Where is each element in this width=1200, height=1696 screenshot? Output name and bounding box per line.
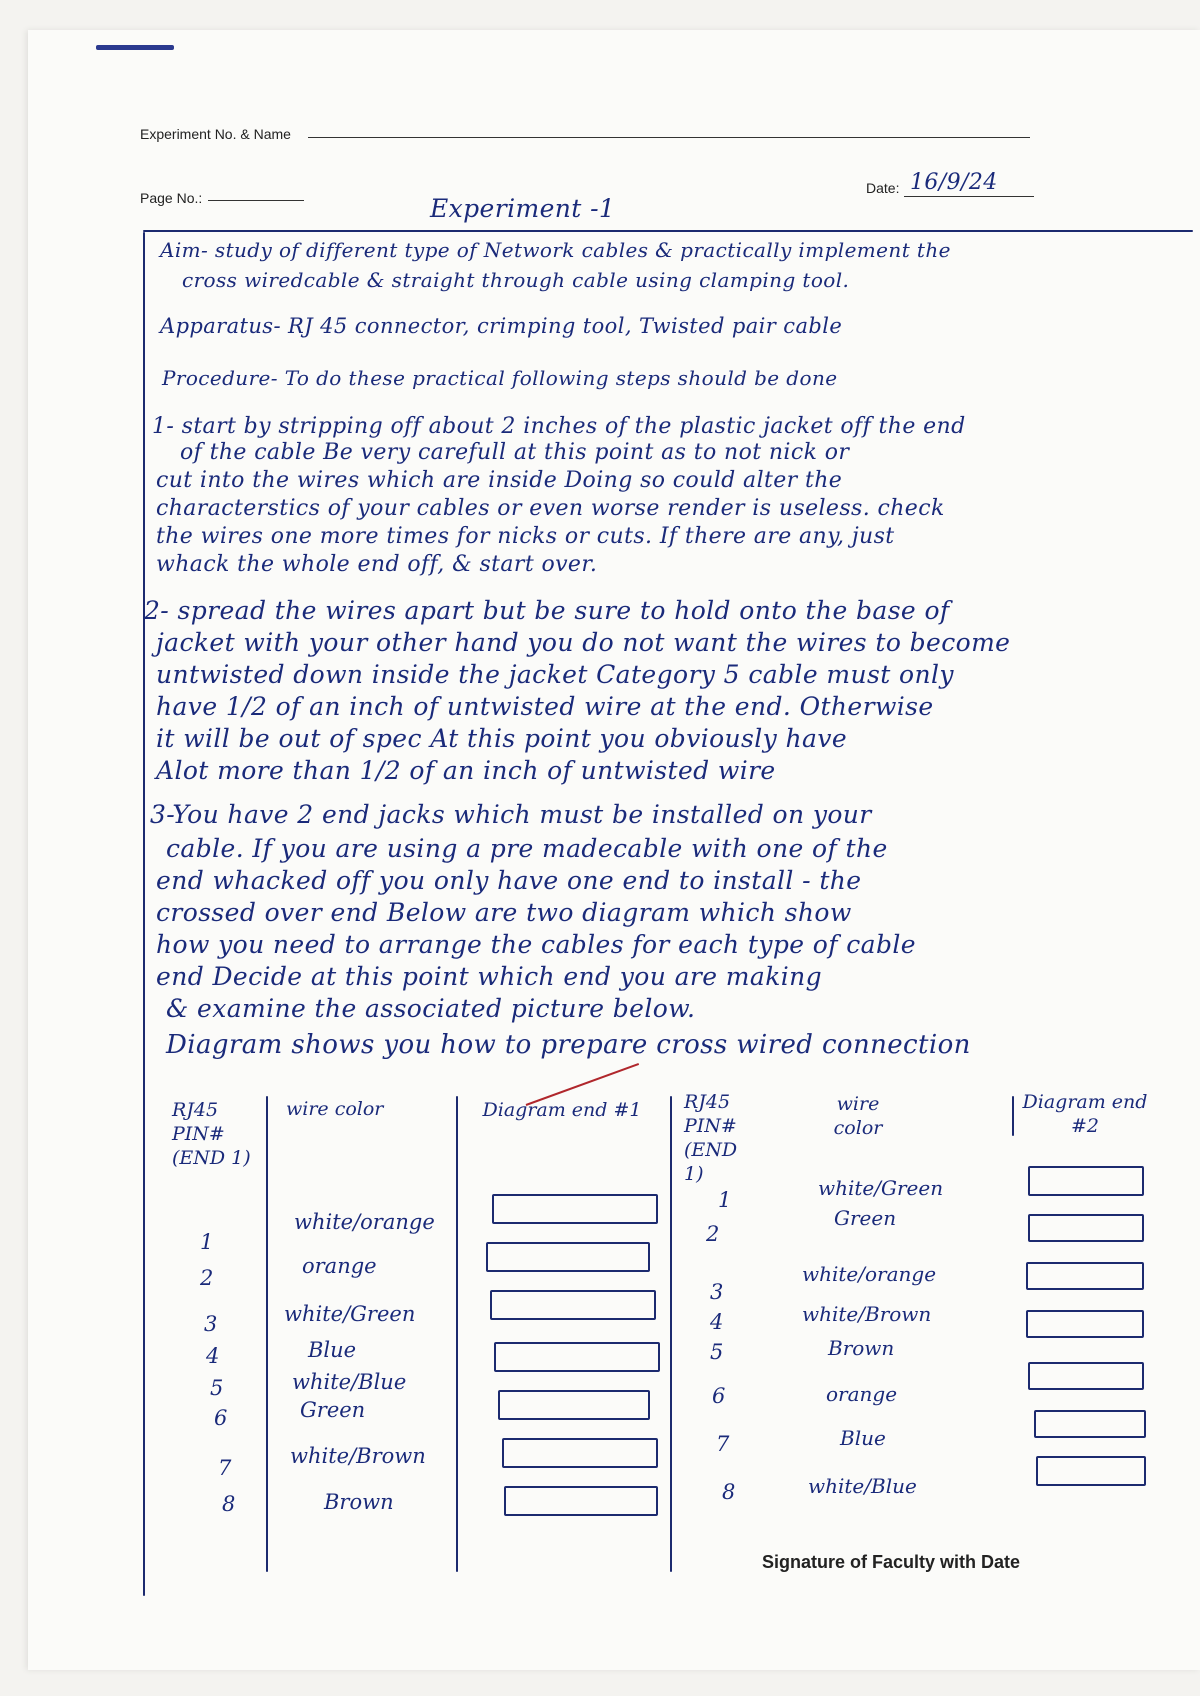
diagram-2-box-5 [1028,1362,1144,1390]
left-color-1: white/orange [294,1210,435,1234]
left-pin-4: 4 [206,1344,220,1368]
left-color-7: white/Brown [290,1444,426,1468]
right-color-5: Brown [828,1336,895,1360]
table-divider-4 [1012,1096,1014,1136]
diagram-2-box-3 [1026,1262,1144,1290]
header-pin-end-2: RJ45 PIN# (END 1) [684,1091,738,1185]
right-pin-4: 4 [710,1310,724,1334]
step-3-line-5: how you need to arrange the cables for each type of cable [156,930,916,959]
aim-line-1: Aim- study of different type of Network cables & practically implement the [160,238,951,262]
step-3-line-3: end whacked off you only have one end to install - the [156,866,862,895]
step-3-line-7: & examine the associated picture below. [166,994,696,1023]
right-color-1: white/Green [818,1176,944,1200]
right-pin-2: 2 [706,1222,720,1246]
table-divider-3 [670,1096,672,1572]
left-color-4: Blue [308,1338,357,1362]
step-3-line-2: cable. If you are using a pre madecable with one of the [166,834,888,863]
page-title: Experiment -1 [430,194,616,223]
diagram-2-box-7 [1036,1456,1146,1486]
header-pin-end-1: RJ45 PIN# (END 1) [172,1099,251,1169]
diagram-1-box-5 [498,1390,650,1420]
right-pin-3: 3 [710,1280,724,1304]
diagram-1-box-6 [502,1438,658,1468]
header-diagram-end-2: Diagram end #2 [1022,1091,1148,1137]
apparatus-line: Apparatus- RJ 45 connector, crimping tool, Twisted pair cable [160,314,843,338]
table-divider-1 [266,1096,268,1572]
table-divider-2 [456,1096,458,1572]
procedure-heading: Procedure- To do these practical following steps should be done [162,366,838,390]
right-pin-8: 8 [722,1480,736,1504]
left-color-8: Brown [324,1490,394,1514]
step-3-line-1: 3-You have 2 end jacks which must be installed on your [150,800,872,829]
left-color-5: white/Blue [292,1370,407,1394]
aim-line-2: cross wiredcable & straight through cable using clamping tool. [182,268,850,292]
step-2-line-5: it will be out of spec At this point you obviously have [156,724,848,753]
page-top-line [143,230,1193,232]
diagram-intro: Diagram shows you how to prepare cross wired connection [166,1030,971,1060]
experiment-name-rule [308,137,1030,138]
step-3-line-6: end Decide at this point which end you are making [156,962,823,991]
left-color-3: white/Green [284,1302,416,1326]
right-color-6: orange [826,1382,898,1406]
diagram-1-box-4 [494,1342,660,1372]
right-color-4: white/Brown [802,1302,932,1326]
date-rule [904,196,1034,197]
right-pin-6: 6 [712,1384,726,1408]
experiment-name-label: Experiment No. & Name [140,126,291,142]
left-pin-5: 5 [210,1376,224,1400]
left-pin-2: 2 [200,1266,214,1290]
header-wire-color-2: wire color [833,1093,883,1139]
page-left-margin-line [143,232,145,1596]
faculty-signature-label: Signature of Faculty with Date [762,1552,1021,1572]
right-pin-1: 1 [718,1188,732,1212]
step-2-line-4: have 1/2 of an inch of untwisted wire at the end. Otherwise [156,692,934,721]
left-pin-6: 6 [214,1406,228,1430]
diagram-2-box-1 [1028,1166,1144,1196]
step-2-line-3: untwisted down inside the jacket Category 5 cable must only [156,660,954,689]
page-number-label: Page No.: [140,190,203,206]
left-pin-8: 8 [222,1492,236,1516]
left-color-6: Green [300,1398,366,1422]
diagram-2-box-4 [1026,1310,1144,1338]
diagram-1-box-1 [492,1194,658,1224]
header-diagram-end-1: Diagram end #1 [482,1099,642,1121]
diagram-2-box-6 [1034,1410,1146,1438]
diagram-2-box-2 [1028,1214,1144,1242]
right-color-3: white/orange [802,1262,937,1286]
diagram-1-box-2 [486,1242,650,1272]
left-color-2: orange [302,1254,377,1278]
diagram-1-box-7 [504,1486,658,1516]
left-pin-1: 1 [200,1230,214,1254]
step-1-line-2: of the cable Be very carefull at this point as to not nick or [180,440,850,465]
step-2-line-1: 2- spread the wires apart but be sure to hold onto the base of [144,596,950,625]
page-number-rule [208,200,304,201]
step-1-line-5: the wires one more times for nicks or cuts. If there are any, just [156,524,895,549]
page-edge-mark [96,45,174,50]
header-wire-color-1: wire color [286,1098,384,1120]
left-pin-3: 3 [204,1312,218,1336]
step-1-line-1: 1- start by stripping off about 2 inches of the plastic jacket off the end [152,414,966,439]
diagram-1-box-3 [490,1290,656,1320]
step-1-line-3: cut into the wires which are inside Doing so could alter the [156,468,843,493]
right-color-2: Green [834,1206,897,1230]
step-3-line-4: crossed over end Below are two diagram which show [156,898,852,927]
right-color-8: white/Blue [808,1474,917,1498]
step-2-line-2: jacket with your other hand you do not want the wires to become [156,628,1011,657]
right-pin-5: 5 [710,1340,724,1364]
left-pin-7: 7 [218,1456,232,1480]
right-color-7: Blue [840,1426,886,1450]
step-1-line-6: whack the whole end off, & start over. [156,552,598,577]
step-2-line-6: Alot more than 1/2 of an inch of untwisted wire [156,756,776,785]
step-1-line-4: characterstics of your cables or even worse render is useless. check [156,496,945,521]
date-value: 16/9/24 [910,170,998,195]
right-pin-7: 7 [716,1432,730,1456]
date-label: Date: [866,180,900,196]
